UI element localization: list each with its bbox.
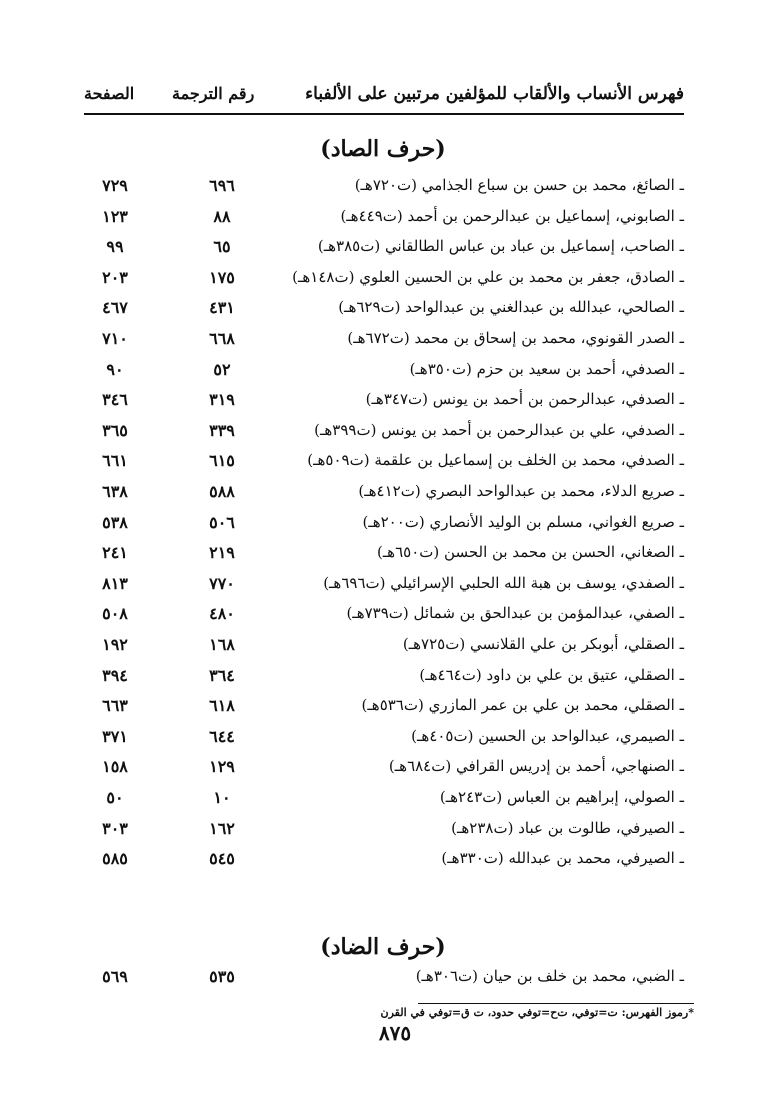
index-entry-name: ـ الصادق، جعفر بن محمد بن علي بن الحسين العلوي (ت١٤٨هـ) (292, 267, 684, 286)
index-entry-name: ـ الصقلي، أبوبكر بن علي القلانسي (ت٧٢٥هـ) (402, 635, 684, 653)
index-entry-name: ـ الصقلي، عتيق بن علي بن داود (ت٤٦٤هـ) (419, 665, 684, 684)
index-entry-name: ـ الصيرفي، محمد بن عبدالله (ت٣٣٠هـ) (441, 849, 684, 868)
index-entry-number: ٥٤٥ (209, 849, 235, 869)
index-entry-number: ٦٥ (213, 237, 231, 257)
index-row (84, 727, 684, 757)
index-entry-number: ٧٧٠ (209, 573, 235, 593)
index-entry-name: ـ الصيرفي، طالوت بن عباد (ت٢٣٨هـ) (451, 818, 684, 837)
index-row (84, 268, 684, 298)
index-entry-page: ٣٦٥ (102, 420, 128, 440)
index-entry-page: ٢٤١ (102, 543, 128, 563)
index-entry-page: ٣٤٦ (102, 390, 128, 410)
index-entry-number: ٦١٥ (209, 451, 235, 471)
index-row (84, 967, 684, 997)
index-entry-name: ـ الصدفي، علي بن عبدالرحمن بن أحمد بن يونس (ت٣٩٩هـ) (314, 420, 684, 439)
index-entry-page: ٥٠ (106, 788, 124, 807)
index-entry-number: ٦٩٦ (209, 176, 235, 195)
index-entry-page: ٦٣٨ (102, 482, 128, 501)
page-header (84, 82, 684, 112)
index-entry-name: ـ الصالحي، عبدالله بن عبدالغني بن عبدالواحد (ت٦٢٩هـ) (338, 298, 684, 317)
index-entry-name: ـ الصيمري، عبدالواحد بن الحسين (ت٤٠٥هـ) (411, 726, 684, 745)
footnote: *رموز الفهرس: ت=توفي، ت‌ح=توفي حدود، ت ق=توفي في القرن (380, 1006, 694, 1019)
index-entry-page: ٧١٠ (102, 329, 128, 348)
index-entry-page: ٣٧١ (102, 726, 128, 746)
index-row (84, 329, 684, 359)
page-number: ٨٧٥ (378, 1021, 412, 1045)
index-entry-name: ـ الصدفي، أحمد بن سعيد بن حزم (ت٣٥٠هـ) (409, 359, 684, 378)
index-row (84, 757, 684, 787)
index-entry-number: ٣١٩ (209, 390, 235, 410)
index-entry-number: ٨٨ (213, 206, 231, 226)
footnote-divider (418, 1003, 694, 1004)
index-row (84, 176, 684, 206)
index-entry-name: ـ الصائغ، محمد بن حسن بن سباع الجذامي (ت٧٢٠هـ) (354, 176, 684, 194)
index-entry-name: ـ الصفدي، يوسف بن هبة الله الحلبي الإسرائيلي (ت٦٩٦هـ) (323, 573, 684, 592)
index-entry-number: ٥٢ (213, 359, 231, 379)
index-entry-number: ١٠ (213, 788, 231, 807)
index-entry-page: ٣٩٤ (102, 665, 128, 685)
index-row (84, 696, 684, 726)
index-entry-page: ٥٠٨ (102, 604, 128, 624)
index-entry-number: ٢١٩ (209, 543, 235, 563)
section-heading-sad: (حرف الصاد) (320, 136, 446, 162)
index-entry-name: ـ الصدفي، عبدالرحمن بن أحمد بن يونس (ت٣٤٧هـ) (365, 390, 684, 409)
index-entry-name: ـ الصابوني، إسماعيل بن عبدالرحمن بن أحمد (ت٤٤٩هـ) (340, 206, 684, 225)
index-entry-number: ١٦٢ (209, 818, 235, 838)
index-entry-page: ٥٦٩ (102, 967, 128, 986)
index-entry-page: ٢٠٣ (102, 267, 128, 287)
index-entry-number: ٥٣٥ (209, 967, 235, 986)
index-entry-number: ١٧٥ (209, 267, 235, 287)
section-heading-dad: (حرف الضاد) (320, 934, 446, 960)
index-row (84, 421, 684, 451)
index-entry-page: ١٢٣ (102, 206, 128, 226)
index-row (84, 451, 684, 481)
index-entry-name: ـ الصدر القونوي، محمد بن إسحاق بن محمد (ت٦٧٢هـ) (347, 329, 684, 347)
index-entry-name: ـ الصدفي، محمد بن الخلف بن إسماعيل بن علقمة (ت٥٠٩هـ) (307, 451, 684, 470)
index-entry-page: ٧٢٩ (102, 176, 128, 195)
index-entry-number: ٣٦٤ (209, 665, 235, 685)
index-row (84, 543, 684, 573)
index-entry-number: ٥٠٦ (209, 512, 235, 532)
index-entry-page: ٦٦٣ (102, 696, 128, 716)
index-entry-name: ـ صريع الدلاء، محمد بن عبدالواحد البصري (ت٤١٢هـ) (358, 482, 684, 500)
index-entry-number: ١٢٩ (209, 757, 235, 777)
index-row (84, 390, 684, 420)
header-title: فهرس الأنساب والألقاب للمؤلفين مرتبين على الألفباء (305, 84, 684, 104)
header-divider (84, 113, 684, 115)
index-entry-page: ٥٨٥ (102, 849, 128, 869)
index-row (84, 513, 684, 543)
index-row (84, 788, 684, 818)
column-header-entry-number: رقم الترجمة (172, 84, 255, 103)
index-entry-number: ٣٣٩ (209, 420, 235, 440)
index-entry-page: ١٥٨ (102, 757, 128, 777)
index-row (84, 666, 684, 696)
index-entry-name: ـ الصقلي، محمد بن علي بن عمر المازري (ت٥٣٦هـ) (361, 696, 684, 715)
index-entry-name: ـ الصنهاجي، أحمد بن إدريس القرافي (ت٦٨٤هـ) (388, 757, 684, 776)
index-entry-page: ٨١٣ (102, 573, 128, 593)
index-row (84, 635, 684, 665)
column-header-page: الصفحة (84, 84, 135, 103)
index-entry-number: ٤٨٠ (209, 604, 235, 624)
index-row (84, 604, 684, 634)
index-entry-name: ـ صريع الغواني، مسلم بن الوليد الأنصاري (ت٢٠٠هـ) (362, 512, 684, 531)
index-entry-number: ٥٨٨ (209, 482, 235, 501)
index-entry-number: ١٦٨ (209, 635, 235, 654)
index-row (84, 819, 684, 849)
index-row (84, 574, 684, 604)
index-entry-name: ـ الضبي، محمد بن خلف بن حيان (ت٣٠٦هـ) (415, 967, 684, 985)
index-entry-page: ٥٣٨ (102, 512, 128, 532)
index-row (84, 360, 684, 390)
index-entry-page: ١٩٢ (102, 635, 128, 654)
index-entry-name: ـ الصاحب، إسماعيل بن عباد بن عباس الطالقاني (ت٣٨٥هـ) (317, 237, 684, 256)
index-row (84, 207, 684, 237)
index-entry-page: ٤٦٧ (102, 298, 128, 318)
index-entry-number: ٤٣١ (209, 298, 235, 318)
index-entry-name: ـ الصغاني، الحسن بن محمد بن الحسن (ت٦٥٠هـ) (376, 543, 684, 562)
index-entry-page: ٩٠ (106, 359, 124, 379)
index-entry-number: ٦٦٨ (209, 329, 235, 348)
index-entry-number: ٦٤٤ (209, 726, 235, 746)
index-entry-page: ٣٠٣ (102, 818, 128, 838)
index-row (84, 298, 684, 328)
index-row (84, 237, 684, 267)
index-row (84, 849, 684, 879)
index-entry-number: ٦١٨ (209, 696, 235, 716)
index-entry-name: ـ الصولي، إبراهيم بن العباس (ت٢٤٣هـ) (439, 788, 684, 806)
index-entry-page: ٦٦١ (102, 451, 128, 471)
index-entry-page: ٩٩ (106, 237, 124, 257)
index-row (84, 482, 684, 512)
index-entry-name: ـ الصفي، عبدالمؤمن بن عبدالحق بن شمائل (ت٧٣٩هـ) (346, 604, 684, 623)
